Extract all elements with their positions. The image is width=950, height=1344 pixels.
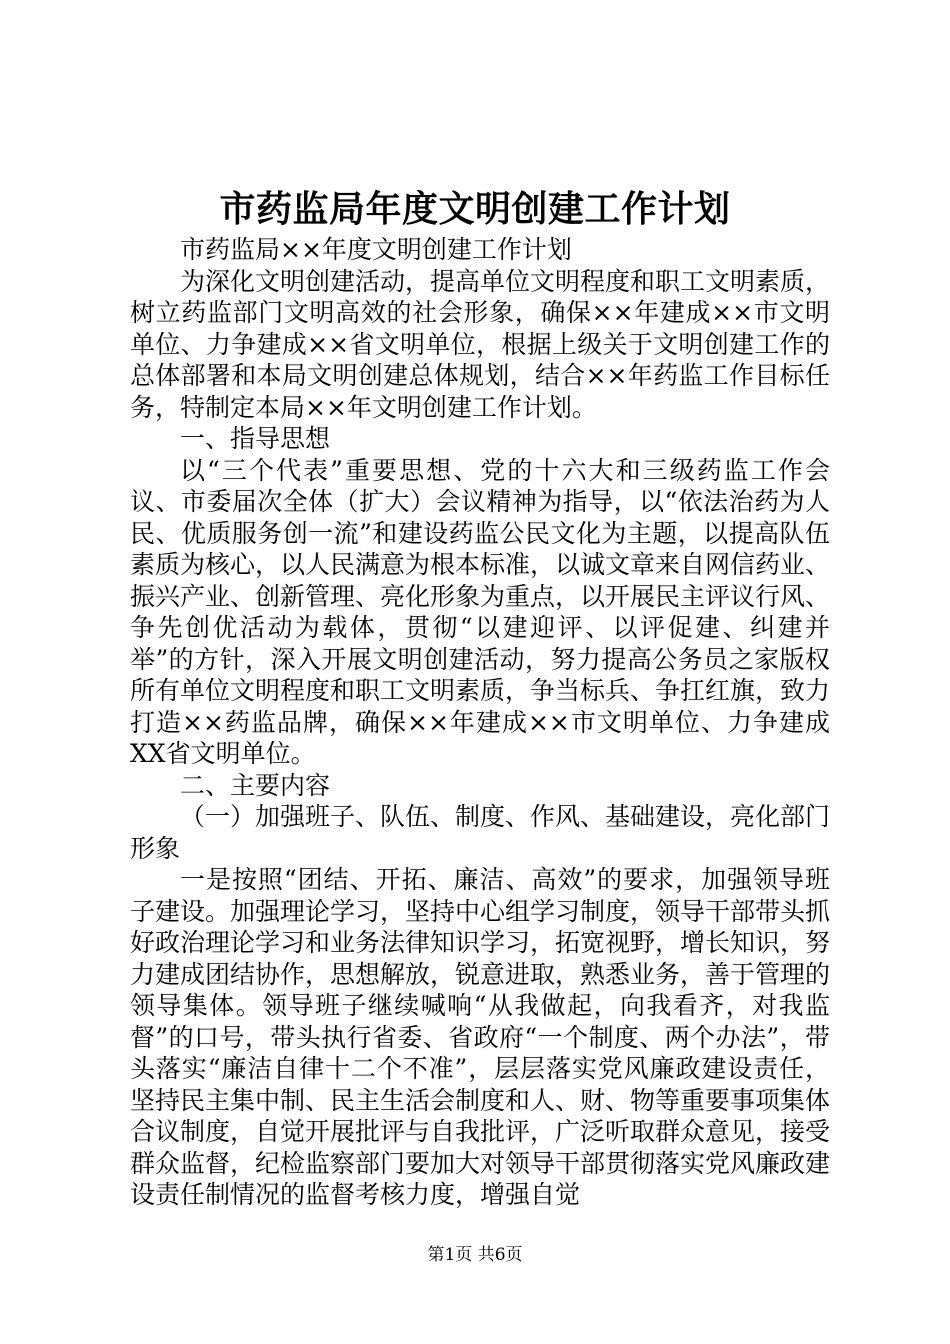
paragraph-intro: 为深化文明创建活动，提高单位文明程度和职工文明素质，树立药监部门文明高效的社会形象，确保××年建成××市文明单位、力争建成××省文明单位，根据上级关于文明创建工作的总体部署和本局文明创建总体规划，结合××年药监工作目标任务，特制定本局××年文明创建工作计划。	[130, 266, 831, 422]
section-heading-guiding-ideology: 一、指导思想	[180, 424, 331, 453]
document-title: 市药监局年度文明创建工作计划	[219, 188, 731, 230]
section-heading-main-content: 二、主要内容	[180, 770, 331, 800]
page-footer: 第1页 共6页	[427, 1245, 523, 1265]
document-body	[130, 234, 830, 1211]
paragraph-subtitle: 市药监局××年度文明创建工作计划	[180, 235, 572, 264]
paragraph-leadership: 一是按照“团结、开拓、廉洁、高效”的要求，加强领导班子建设。加强理论学习，坚持中心组学习制度，领导干部带头抓好政治理论学习和业务法律知识学习，拓宽视野，增长知识，努力建成团结协作，思想解放，锐意进取，熟悉业务，善于管理的领导集体。领导班子继续喊响“从我做起，向我看齐，对我监督”的口号，带头执行省委、省政府“一个制度、两个办法”，带头落实“廉洁自律十二个不准”，层层落实党风廉政建设责任，坚持民主集中制、民主生活会制度和人、财、物等重要事项集体合议制度，自觉开展批评与自我批评，广泛听取群众意见，接受群众监督，纪检监察部门要加大对领导干部贯彻落实党风廉政建设责任制情况的监督考核力度，增强自觉	[130, 865, 831, 1209]
subsection-heading-1: （一）加强班子、队伍、制度、作风、基础建设，亮化部门形象	[130, 802, 831, 863]
paragraph-guiding-ideology: 以“三个代表”重要思想、党的十六大和三级药监工作会议、市委届次全体（扩大）会议精神为指导，以“依法治药为人民、优质服务创一流”和建设药监公民文化为主题，以提高队伍素质为核心，以人民满意为根本标准，以诚文章来自网信药业、振兴产业、创新管理、亮化形象为重点，以开展民主评议行风、争先创优活动为载体，贯彻“以建迎评、以评促建、纠建并举”的方针，深入开展文明创建活动，努力提高公务员之家版权所有单位文明程度和职工文明素质，争当标兵、争扛红旗，致力打造××药监品牌，确保××年建成××市文明单位、力争建成XX省文明单位。	[130, 455, 831, 768]
